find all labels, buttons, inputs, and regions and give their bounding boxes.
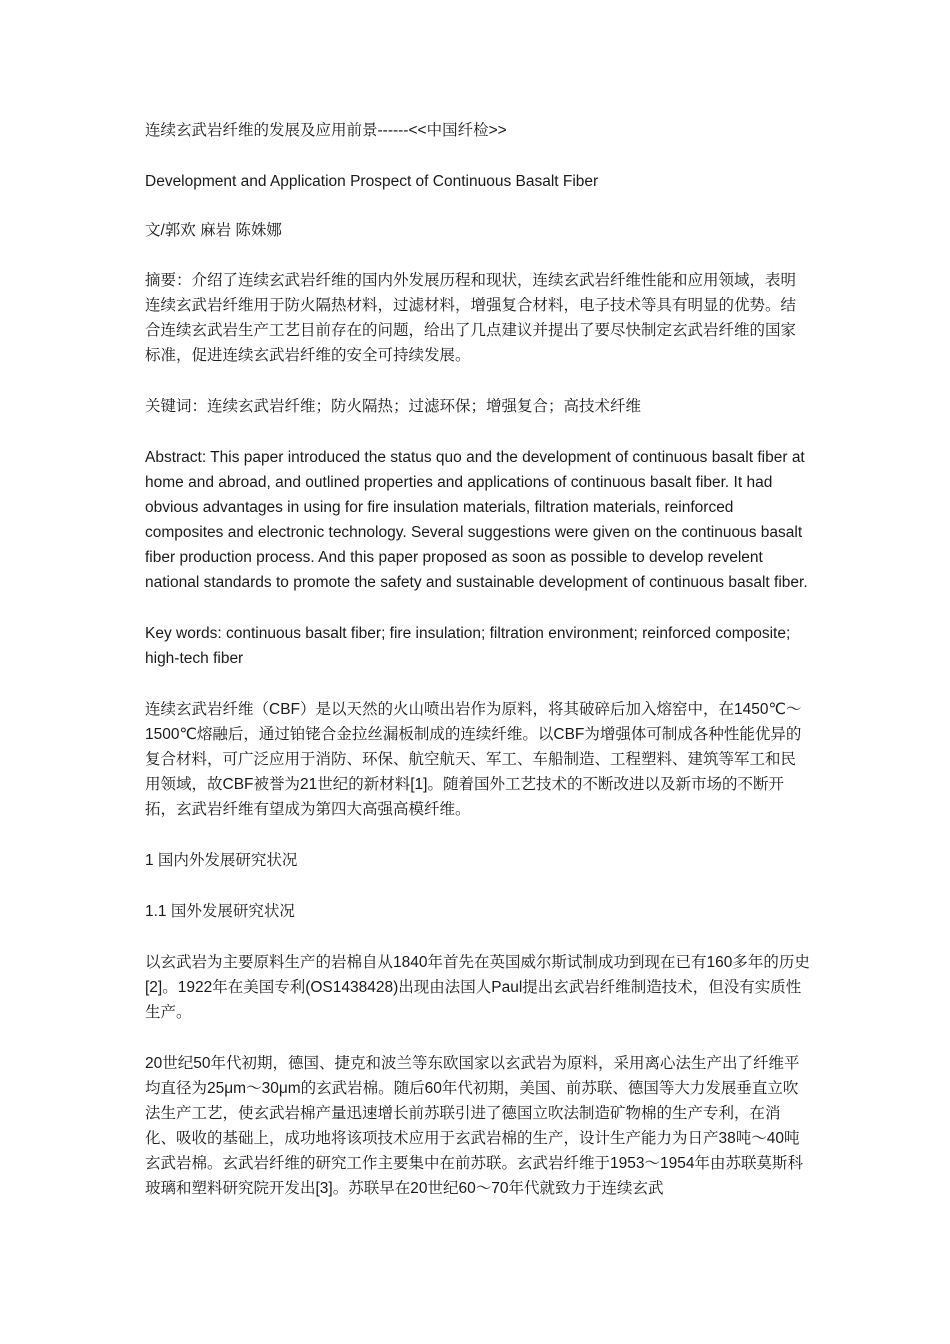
- english-title: Development and Application Prospect of Continuous Basalt Fiber: [145, 173, 599, 190]
- abstract-english: Abstract: This paper introduced the status quo and the development of continuous basalt fiber at home and abroad, and outlined properties and applications of continuous basalt fiber. It had obvious advantages in using for fire insulation materials, filtration materials, reinforced composites and electronic technology. Several suggestions were given on the continuous basalt fiber production process. And this paper proposed as soon as possible to develop revelent national standards to promote the safety and sustainable development of continuous basalt fiber.: [145, 449, 808, 591]
- abstract-chinese: 摘要：介绍了连续玄武岩纤维的国内外发展历程和现状，连续玄武岩纤维性能和应用领域，表明连续玄武岩纤维用于防火隔热材料，过滤材料，增强复合材料，电子技术等具有明显的优势。结合连续玄武岩生产工艺目前存在的问题，给出了几点建议并提出了要尽快制定玄武岩纤维的国家标准，促进连续玄武岩纤维的安全可持续发展。: [145, 272, 797, 364]
- document-page: [145, 118, 810, 1201]
- authors-line: 文/郭欢 麻岩 陈姝娜: [145, 222, 282, 239]
- body-paragraph: 以玄武岩为主要原料生产的岩棉自从1840年首先在英国威尔斯试制成功到现在已有160多年的历史[2]。1922年在美国专利(OS1438428)出现由法国人Paul提出玄武岩纤维制造技术，但没有实质性生产。: [145, 954, 810, 1021]
- section-heading-1: 1 国内外发展研究状况: [145, 852, 298, 869]
- intro-paragraph: 连续玄武岩纤维（CBF）是以天然的火山喷出岩作为原料，将其破碎后加入熔窑中，在1450℃～1500℃熔融后，通过铂铑合金拉丝漏板制成的连续纤维。以CBF为增强体可制成各种性能优异的复合材料，可广泛应用于消防、环保、航空航天、军工、车船制造、工程塑料、建筑等军工和民用领域，故CBF被誉为21世纪的新材料[1]。随着国外工艺技术的不断改进以及新市场的不断开拓，玄武岩纤维有望成为第四大高强高模纤维。: [145, 701, 802, 818]
- document-title: 连续玄武岩纤维的发展及应用前景------<<中国纤检>>: [145, 122, 507, 139]
- keywords-english: Key words: continuous basalt fiber; fire insulation; filtration environment; reinforced composite; high-tech fiber: [145, 625, 791, 667]
- body-paragraph: 20世纪50年代初期，德国、捷克和波兰等东欧国家以玄武岩为原料，采用离心法生产出了纤维平均直径为25μm～30μm的玄武岩棉。随后60年代初期，美国、前苏联、德国等大力发展垂直立吹法生产工艺，使玄武岩棉产量迅速增长前苏联引进了德国立吹法制造矿物棉的生产专利，在消化、吸收的基础上，成功地将该项技术应用于玄武岩棉的生产，设计生产能力为日产38吨～40吨玄武岩棉。玄武岩纤维的研究工作主要集中在前苏联。玄武岩纤维于1953～1954年由苏联莫斯科玻璃和塑料研究院开发出[3]。苏联早在20世纪60～70年代就致力于连续玄武: [145, 1055, 803, 1197]
- section-heading-1-1: 1.1 国外发展研究状况: [145, 903, 295, 920]
- keywords-chinese: 关键词：连续玄武岩纤维；防火隔热；过滤环保；增强复合；高技术纤维: [145, 398, 642, 415]
